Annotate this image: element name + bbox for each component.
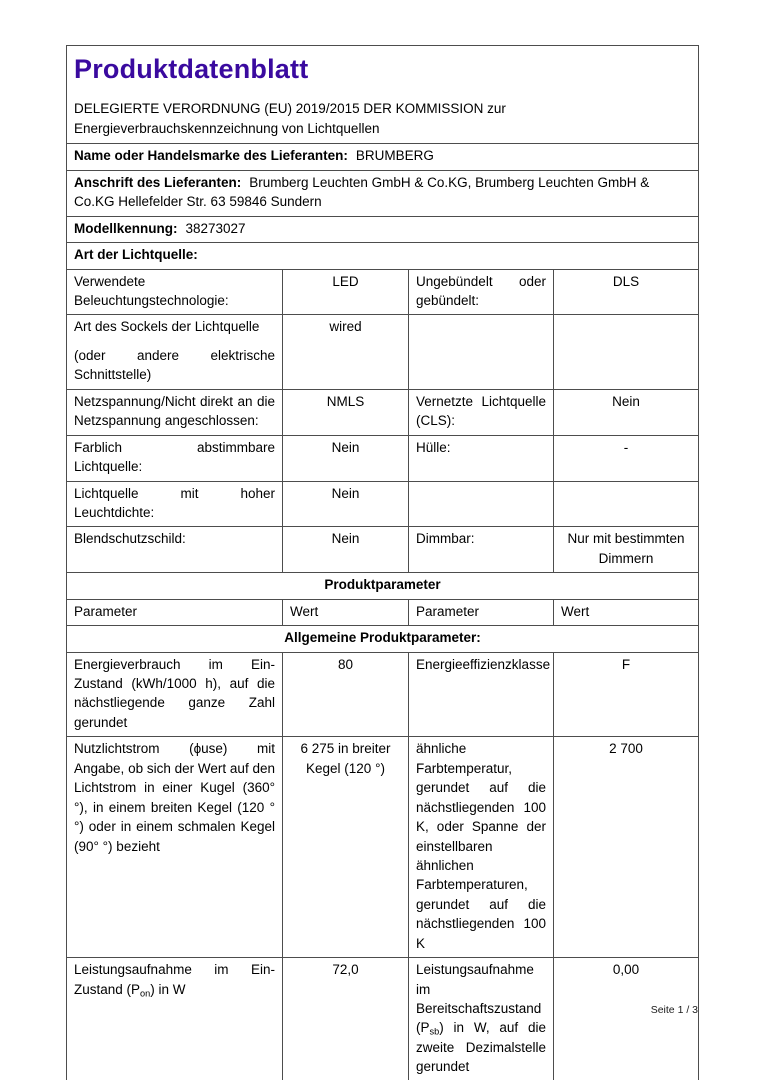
table-row bbox=[67, 144, 699, 170]
value-cell: 72,0 bbox=[283, 958, 409, 1080]
value-cell: Nein bbox=[283, 481, 409, 527]
value-cell: 6 275 in breiter Kegel (120 °) bbox=[283, 737, 409, 958]
light-source-section-heading bbox=[67, 243, 699, 269]
param-cell: Energieeffizienzklasse bbox=[409, 652, 554, 737]
param-cell bbox=[67, 958, 283, 1080]
param-cell bbox=[67, 315, 283, 389]
param-text: Art des Sockels der Lichtquelle bbox=[74, 319, 260, 335]
param-cell: Verwendete Beleuchtungstechnologie: bbox=[67, 269, 283, 315]
table-row bbox=[67, 170, 699, 216]
document-header bbox=[67, 46, 699, 144]
table-row bbox=[67, 958, 699, 1080]
param-cell: Farblich abstimmbare Lichtquelle: bbox=[67, 435, 283, 481]
param-cell: Nutzlichtstrom (ϕuse) mit Angabe, ob sich der Wert auf den Lichtstrom in einer Kugel (360° °), in einem breiten Kegel (120 °°) oder in einem schmalen Kegel (90° °) bezieht bbox=[67, 737, 283, 958]
param-text: Leistungsaufnahme im Ein-Zustand (P bbox=[74, 962, 275, 997]
model-id-label: Modellkennung: bbox=[74, 220, 178, 236]
value-cell bbox=[554, 315, 699, 389]
param-text: ) in W bbox=[150, 981, 186, 997]
supplier-name-value: BRUMBERG bbox=[355, 148, 434, 164]
value-cell: Nein bbox=[283, 435, 409, 481]
value-cell: Nein bbox=[283, 527, 409, 573]
param-cell bbox=[409, 315, 554, 389]
regulation-text: DELEGIERTE VERORDNUNG (EU) 2019/2015 DER KOMMISSION zur Energieverbrauchskennzeichnung von Lichtquellen bbox=[74, 100, 506, 137]
value-cell: 0,00 bbox=[554, 958, 699, 1080]
table-row bbox=[67, 389, 699, 435]
model-id-value: 38273027 bbox=[185, 220, 246, 236]
page-title: Produktdatenblatt bbox=[74, 54, 309, 84]
table-row bbox=[67, 527, 699, 573]
param-subscript: on bbox=[140, 987, 151, 998]
value-cell: F bbox=[554, 652, 699, 737]
value-cell: NMLS bbox=[283, 389, 409, 435]
table-row bbox=[67, 243, 699, 269]
table-row bbox=[67, 737, 699, 958]
value-cell: 80 bbox=[283, 652, 409, 737]
value-cell: wired bbox=[283, 315, 409, 389]
param-cell: ähnliche Farbtemperatur, gerundet auf die nächstliegenden 100 K, oder Spanne der einstellbaren ähnlichen Farbtemperaturen, gerundet auf die nächstliegenden 100 K bbox=[409, 737, 554, 958]
model-id-row bbox=[67, 216, 699, 242]
supplier-address-row bbox=[67, 170, 699, 216]
table-row bbox=[67, 269, 699, 315]
table-row bbox=[67, 46, 699, 144]
param-cell: Lichtquelle mit hoher Leuchtdichte: bbox=[67, 481, 283, 527]
param-cell: Hülle: bbox=[409, 435, 554, 481]
value-cell: DLS bbox=[554, 269, 699, 315]
product-datasheet-table bbox=[66, 45, 699, 1080]
product-parameters-heading: Produktparameter bbox=[67, 573, 699, 599]
value-cell: Nur mit bestimmten Dimmern bbox=[554, 527, 699, 573]
value-cell: LED bbox=[283, 269, 409, 315]
table-row bbox=[67, 435, 699, 481]
supplier-name-row bbox=[67, 144, 699, 170]
param-cell bbox=[409, 958, 554, 1080]
section-heading-label: Art der Lichtquelle: bbox=[74, 247, 198, 263]
table-row bbox=[67, 626, 699, 652]
supplier-address-label: Anschrift des Lieferanten: bbox=[74, 174, 242, 190]
param-cell: Dimmbar: bbox=[409, 527, 554, 573]
table-row bbox=[67, 481, 699, 527]
column-header: Wert bbox=[554, 599, 699, 625]
param-cell bbox=[409, 481, 554, 527]
param-text: Leistungsaufnahme im Bereitschaftszustand (P bbox=[416, 962, 542, 1036]
table-row bbox=[67, 599, 699, 625]
table-row bbox=[67, 315, 699, 389]
page-number: Seite 1 / 3 bbox=[650, 1004, 698, 1016]
supplier-address-value: Brumberg Leuchten GmbH & Co.KG, Brumberg Leuchten GmbH & Co.KG Hellefelder Str. 63 59846 Sundern bbox=[74, 174, 650, 210]
param-cell: Netzspannung/Nicht direkt an die Netzspannung angeschlossen: bbox=[67, 389, 283, 435]
param-cell: Vernetzte Lichtquelle (CLS): bbox=[409, 389, 554, 435]
value-cell: - bbox=[554, 435, 699, 481]
param-cell: Ungebündelt oder gebündelt: bbox=[409, 269, 554, 315]
param-subscript: sb bbox=[429, 1026, 440, 1037]
param-cell: Blendschutzschild: bbox=[67, 527, 283, 573]
value-cell bbox=[554, 481, 699, 527]
table-row bbox=[67, 573, 699, 599]
table-row bbox=[67, 652, 699, 737]
column-header: Parameter bbox=[67, 599, 283, 625]
param-note: (oder andere elektrische Schnittstelle) bbox=[74, 347, 275, 383]
value-cell: 2 700 bbox=[554, 737, 699, 958]
supplier-name-label: Name oder Handelsmarke des Lieferanten: bbox=[74, 148, 348, 164]
param-text: ) in W, auf die zweite Dezimalstelle gerundet bbox=[416, 1020, 546, 1075]
general-parameters-subheading: Allgemeine Produktparameter: bbox=[67, 626, 699, 652]
table-row bbox=[67, 216, 699, 242]
column-header: Parameter bbox=[409, 599, 554, 625]
param-cell: Energieverbrauch im Ein-Zustand (kWh/1000 h), auf die nächstliegende ganze Zahl gerundet bbox=[67, 652, 283, 737]
value-cell: Nein bbox=[554, 389, 699, 435]
column-header: Wert bbox=[283, 599, 409, 625]
